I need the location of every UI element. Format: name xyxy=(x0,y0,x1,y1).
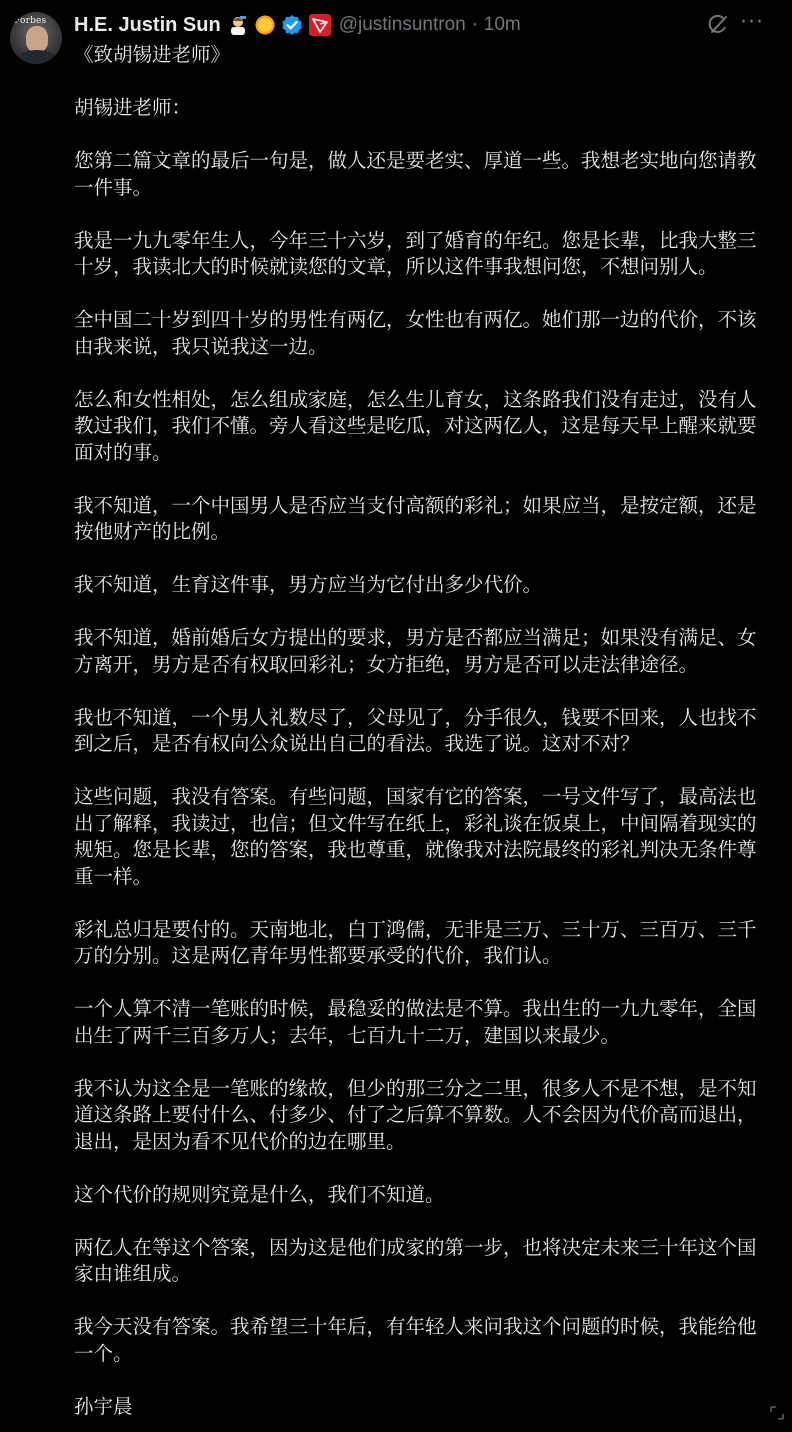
tweet-header xyxy=(74,10,521,40)
post-paragraph: 怎么和女性相处，怎么组成家庭，怎么生儿育女，这条路我们没有走过，没有人教过我们，我们不懂。旁人看这些是吃瓜，对这两亿人，这是每天早上醒来就要面对的事。 xyxy=(74,387,757,464)
post-title: 《致胡锡进老师》 xyxy=(74,43,231,66)
avatar-face xyxy=(26,26,48,52)
avatar-forbes-text: Forbes xyxy=(14,16,47,26)
post-paragraph: 一个人算不清一笔账的时候，最稳妥的做法是不算。我出生的一九九零年，全国出生了两千三百多万人；去年，七百九十二万，建国以来最少。 xyxy=(74,997,757,1047)
post-paragraph: 我不认为这全是一笔账的缘故，但少的那三分之二里，很多人不是不想，是不知道这条路上要付什么、付多少、付了之后算不算数。人不会因为代价高而退出，退出，是因为看不见代价的边在哪里。 xyxy=(74,1076,757,1153)
post-paragraph: 全中国二十岁到四十岁的男性有两亿，女性也有两亿。她们那一边的代价，不该由我来说，我只说我这一边。 xyxy=(74,308,757,358)
post-paragraph: 这些问题，我没有答案。有些问题，国家有它的答案，一号文件写了，最高法也出了解释，我读过，也信；但文件写在纸上，彩礼谈在饭桌上，中间隔着现实的规矩。您是长辈，您的答案，我也尊重，就像我对法院最终的彩礼判决无条件尊重一样。 xyxy=(74,785,757,888)
post-paragraph: 我不知道，一个中国男人是否应当支付高额的彩礼；如果应当，是按定额，还是按他财产的比例。 xyxy=(74,493,757,543)
post-paragraph: 彩礼总归是要付的。天南地北，白丁鸿儒，无非是三万、三十万、三百万、三千万的分别。这是两亿青年男性都要承受的代价，我们认。 xyxy=(74,917,757,967)
avatar[interactable] xyxy=(10,12,62,64)
post-paragraph: 两亿人在等这个答案，因为这是他们成家的第一步，也将决定未来三十年这个国家由谁组成。 xyxy=(74,1235,757,1285)
post-paragraph: 胡锡进老师： xyxy=(74,96,192,119)
sun-emoji-icon xyxy=(254,14,276,36)
post-paragraph: 我不知道，婚前婚后女方提出的要求，男方是否都应当满足；如果没有满足、女方离开，男方是否有权取回彩礼；女方拒绝，男方是否可以走法律途径。 xyxy=(74,626,757,676)
separator-dot: · xyxy=(471,14,478,36)
post-paragraph: 我也不知道，一个男人礼数尽了，父母见了，分手很久，钱要不回来，人也找不到之后，是否有权向公众说出自己的看法。我选了说。这对不对？ xyxy=(74,705,757,755)
post-paragraph: 您第二篇文章的最后一句是，做人还是要老实、厚道一些。我想老实地向您请教一件事。 xyxy=(74,149,757,199)
avatar-suit xyxy=(16,50,58,64)
verified-icon xyxy=(281,14,303,36)
more-icon[interactable]: ··· xyxy=(740,10,764,35)
post-timestamp[interactable]: 10m xyxy=(483,14,521,35)
user-handle[interactable]: @justinsuntron xyxy=(338,14,466,35)
tron-logo-icon xyxy=(309,14,331,36)
grok-icon[interactable] xyxy=(706,13,730,37)
post-body xyxy=(74,42,764,1420)
post-signature: 孙宇晨 xyxy=(74,1394,133,1418)
expand-icon[interactable] xyxy=(768,1404,786,1422)
display-name[interactable]: H.E. Justin Sun xyxy=(74,13,221,36)
post-paragraph: 我是一九九零年生人，今年三十六岁，到了婚育的年纪。您是长辈，比我大整三十岁，我读北大的时候就读您的文章，所以这件事我想问您，不想问别人。 xyxy=(74,228,757,278)
post-paragraph: 我今天没有答案。我希望三十年后，有年轻人来问我这个问题的时候，我能给他一个。 xyxy=(74,1315,757,1365)
scientist-emoji-icon xyxy=(227,14,249,36)
post-paragraph: 这个代价的规则究竟是什么，我们不知道。 xyxy=(74,1182,445,1206)
post-paragraph: 我不知道，生育这件事，男方应当为它付出多少代价。 xyxy=(74,573,543,596)
